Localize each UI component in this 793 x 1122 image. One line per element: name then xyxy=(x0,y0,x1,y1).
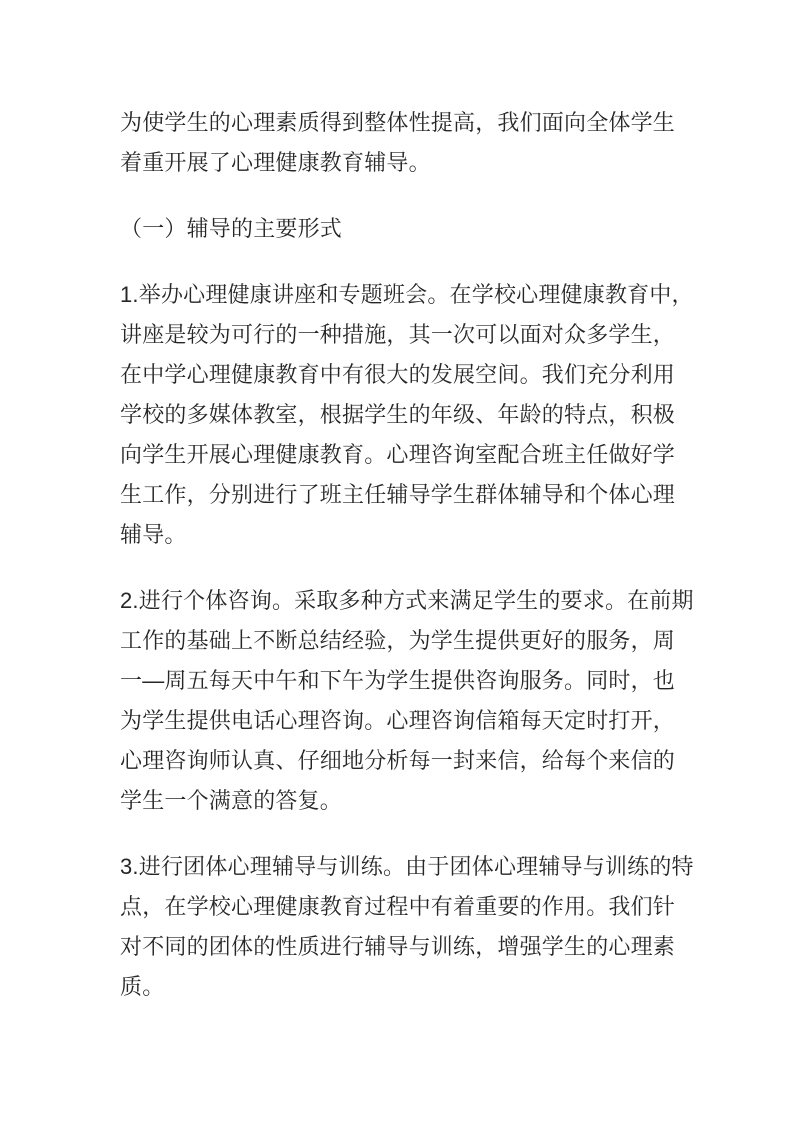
paragraph xyxy=(120,103,680,183)
text-line: 质。 xyxy=(120,974,165,999)
text-line: 生工作，分别进行了班主任辅导学生群体辅导和个体心理 xyxy=(120,482,676,507)
text-line: 一—周五每天中午和下午为学生提供咨询服务。同时，也 xyxy=(120,668,676,693)
text-line: 3.进行团体心理辅导与训练。由于团体心理辅导与训练的特 xyxy=(120,854,694,879)
text-line: 对不同的团体的性质进行辅导与训练，增强学生的心理素 xyxy=(120,934,676,959)
section-heading xyxy=(120,209,680,249)
text-line: 讲座是较为可行的一种措施，其一次可以面对众多学生， xyxy=(120,322,676,347)
text-line: 1.举办心理健康讲座和专题班会。在学校心理健康教育中， xyxy=(120,282,694,307)
paragraph xyxy=(120,275,694,555)
text-line: 向学生开展心理健康教育。心理咨询室配合班主任做好学 xyxy=(120,442,676,467)
text-line: （一）辅导的主要形式 xyxy=(120,216,343,241)
text-line: 点，在学校心理健康教育过程中有着重要的作用。我们针 xyxy=(120,894,676,919)
text-line: 为学生提供电话心理咨询。心理咨询信箱每天定时打开， xyxy=(120,708,676,733)
paragraph xyxy=(120,581,694,821)
text-line: 工作的基础上不断总结经验，为学生提供更好的服务，周 xyxy=(120,628,676,653)
text-line: 学生一个满意的答复。 xyxy=(120,788,343,813)
paragraph xyxy=(120,847,694,1007)
text-line: 辅导。 xyxy=(120,522,187,547)
document-body xyxy=(120,103,694,1007)
text-line: 学校的多媒体教室，根据学生的年级、年龄的特点，积极 xyxy=(120,402,676,427)
text-line: 为使学生的心理素质得到整体性提高，我们面向全体学生 xyxy=(120,110,676,135)
text-line: 2.进行个体咨询。采取多种方式来满足学生的要求。在前期 xyxy=(120,588,694,613)
text-line: 在中学心理健康教育中有很大的发展空间。我们充分利用 xyxy=(120,362,676,387)
text-line: 心理咨询师认真、仔细地分析每一封来信，给每个来信的 xyxy=(120,748,676,773)
text-line: 着重开展了心理健康教育辅导。 xyxy=(120,150,431,175)
